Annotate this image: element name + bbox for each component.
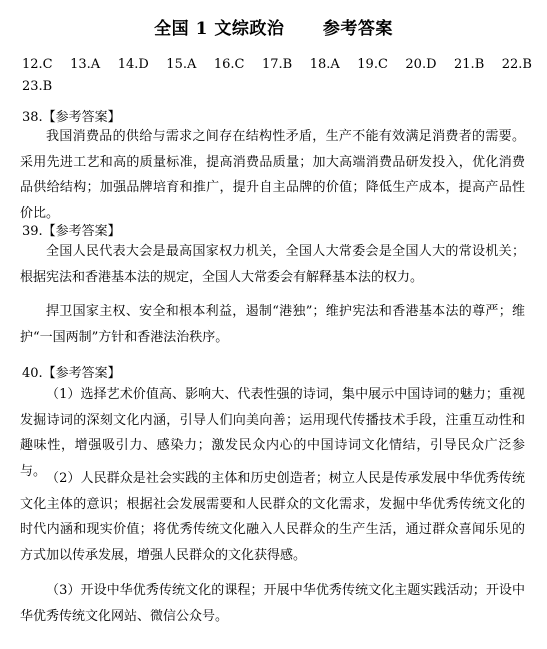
answer-item: 21.B [454, 57, 485, 72]
answer-item: 16.C [213, 57, 245, 72]
answer-item: 14.D [117, 57, 149, 72]
answer-row [22, 54, 532, 76]
answer-item: 23.B [22, 79, 53, 94]
q38-label: 38.【参考答案】 [22, 110, 121, 125]
answer-item: 22.B [501, 57, 532, 72]
q40-paragraph: （1）选择艺术价值高、影响大、代表性强的诗词，集中展示中国诗词的魅力；重视发掘诗词的深刻文化内涵，引导人们向美向善；运用现代传播技术手段，注重互动性和趣味性，增强吸引力、感染力；激发民众内心的中国诗词文化情结，引导民众广泛参与。 [20, 387, 525, 479]
q39-label: 39.【参考答案】 [22, 224, 121, 239]
q40-label: 40.【参考答案】 [22, 366, 121, 381]
answer-item: 18.A [309, 57, 340, 72]
q40-paragraph: （3）开设中华优秀传统文化的课程；开展中华优秀传统文化主题实践活动；开设中华优秀传统文化网站、微信公众号。 [20, 583, 525, 624]
q39-paragraph: 捍卫国家主权、安全和根本利益，遏制“港独”；维护宪法和香港基本法的尊严；维护“一国两制”方针和香港法治秩序。 [20, 304, 525, 345]
answer-item: 17.B [261, 57, 293, 72]
q38-paragraph: 我国消费品的供给与需求之间存在结构性矛盾，生产不能有效满足消费者的需要。采用先进工艺和高的质量标准，提高消费品质量；加大高端消费品研发投入，优化消费品供给结构；加强品牌培育和推广，提升自主品牌的价值；降低生产成本，提高产品性价比。 [20, 129, 525, 221]
answer-item: 13.A [70, 57, 101, 72]
multiple-choice-answers [22, 54, 532, 98]
page-title: 全国 1 文综政治 参考答案 [154, 19, 393, 39]
answer-item: 12.C [22, 57, 53, 72]
answer-row [22, 76, 532, 98]
answer-item: 20.D [405, 57, 437, 72]
answer-item: 19.C [357, 57, 388, 72]
answer-item: 15.A [166, 57, 197, 72]
q40-paragraph: （2）人民群众是社会实践的主体和历史创造者；树立人民是传承发展中华优秀传统文化主体的意识；根据社会发展需要和人民群众的文化需求，发掘中华优秀传统文化的时代内涵和现实价值；将优秀传统文化融入人民群众的生产生活，通过群众喜闻乐见的方式加以传承发展，增强人民群众的文化获得感。 [20, 471, 525, 563]
q39-paragraph: 全国人民代表大会是最高国家权力机关，全国人大常委会是全国人大的常设机关；根据宪法和香港基本法的规定，全国人大常委会有解释基本法的权力。 [20, 244, 525, 285]
